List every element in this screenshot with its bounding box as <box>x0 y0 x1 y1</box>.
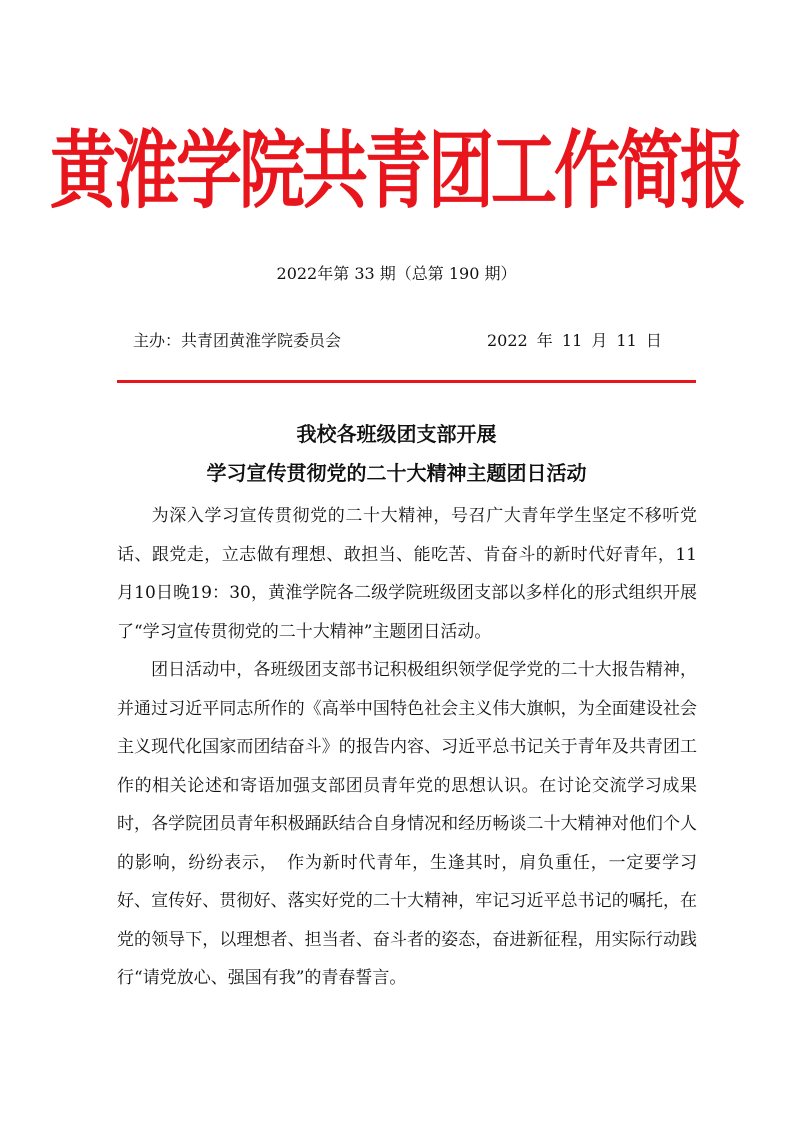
article-paragraph <box>117 497 697 651</box>
article-body <box>117 497 697 998</box>
paragraph-text: 团日活动中，各班级团支部书记积极组织领学促学党的二十大报告精神，并通过习近平同志所作的《高举中国特色社会主义伟大旗帜，为全面建设社会主义现代化国家而团结奋斗》的报告内容、习近平总书记关于青年及共青团工作的相关论述和寄语加强支部团员青年党的思想认识。在讨论交流学习成果时，各学院团员青年积极踊跃结合自身情况和经历畅谈二十大精神对他们个人的影响，纷纷表示， 作为新时代青年，生逢其时，肩负重任，一定要学习好、宣传好、贯彻好、落实好党的二十大精神，牢记习近平总书记的嘱托，在党的领导下，以理想者、担当者、奋斗者的姿态，奋进新征程，用实际行动践行“请党放心、强国有我”的青春誓言。 <box>117 660 697 988</box>
header-divider <box>117 380 696 383</box>
publish-date: 2022 年 11 月 11 日 <box>487 331 662 350</box>
paragraph-text: 为深入学习宣传贯彻党的二十大精神，号召广大青年学生坚定不移听党话、跟党走，立志做有理想、敢担当、能吃苦、肯奋斗的新时代好青年，11月10日晚19：30，黄淮学院各二级学院班级团支部以多样化的形式组织开展了“学习宣传贯彻党的二十大精神”主题团日活动。 <box>117 506 697 642</box>
sponsor-line: 主办：共青团黄淮学院委员会 <box>133 331 342 350</box>
article-paragraph <box>117 651 697 998</box>
article-title-line-2: 学习宣传贯彻党的二十大精神主题团日活动 <box>206 461 587 485</box>
article-title-line-1: 我校各班级团支部开展 <box>296 422 497 446</box>
issue-number: 2022年第 33 期（总第 190 期） <box>276 264 517 283</box>
masthead-title: 黄淮学院共青团工作简报 <box>50 122 743 221</box>
